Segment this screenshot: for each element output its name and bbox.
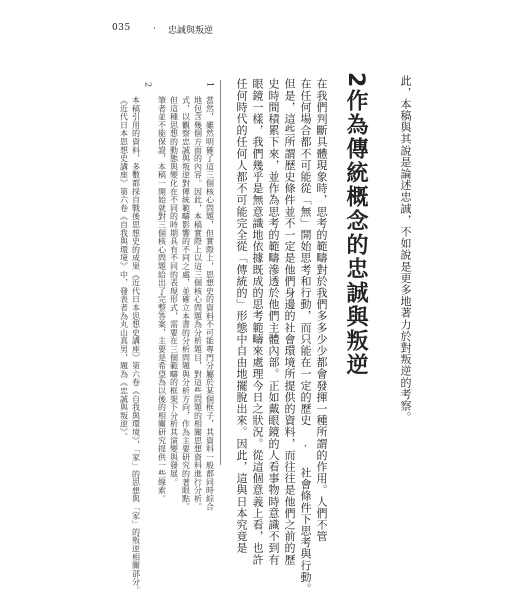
chapter-title (340, 72, 371, 377)
body-line-5: 史時間積累下來，並作為思考的範疇滲透於他們主體內部。正如戴眼鏡的人看事物時意識不到有 (267, 78, 280, 566)
footnote-2-line-1: 本稿引用的資料，多數都採自戰後思想史的成果《近代日本思想史講座》第六卷《自我與環境》，「家」的思想與「家」的叛逆相關部分。 (131, 96, 141, 594)
body-line-6: 眼鏡一樣，我們幾乎是無意識地依據既成的思考範疇來處理今日之狀況。從這個意義上看，也許 (251, 78, 264, 566)
header-separator-dot: · (153, 24, 156, 34)
footnote-divider (220, 80, 221, 465)
body-line-3: 在任何場合都不可能從「無」開始思考和行動，而只能在一定的歷史 · 社會條件下思考與行動。 (299, 78, 312, 594)
body-line-1: 此，本稿與其說是論述忠誠，不如說是更多地著力於對叛逆的考察。 (399, 75, 412, 423)
footnote-2-marker: 2 (143, 82, 153, 88)
footnote-1-line-3: 式，以觀察忠誠與叛逆對傳統範疇影響的不同之處，並確立本書的分析問題與分析方向，作為主要研究的著眼點。 (181, 96, 191, 511)
page-number: 035 (112, 23, 131, 33)
footnote-1-marker: 1 (205, 82, 215, 88)
footnote-1-line-4: 但這種思想的動態與變化在不同的時期具有不同的表現形式，需要在三個範疇的框架下分析其演變與發展。 (169, 96, 179, 487)
running-head: 忠誠與叛逆 (168, 26, 214, 36)
body-line-7: 任何時代的任何人都不可能完全從「傳統的」形態中自由地擺脫出來。因此，這與日本究竟是 (235, 78, 248, 554)
footnote-1-line-1: 當然，雖然明確了這三個核心問題，但實際上，思想史的資料不可能專門分屬於某個框子，其資料一般都同時綜合 (205, 96, 215, 511)
body-line-4: 但是，這些所謂歷史條件並不一定是他們身邊的社會環境所提供的資料，而往往是他們之前的歷 (283, 78, 296, 566)
body-line-2: 在我們判斷具體現象時，思考的範疇對於我們多多少少都會發揮一種所謂的作用。人們不管 (315, 78, 328, 542)
chapter-number: 2 (343, 72, 368, 90)
chapter-heading: 作為傳統概念的忠誠與叛逆 (343, 89, 368, 378)
footnote-1-line-5: 筆者並不能保證，本稿一開始就對三個核心問題給出了完整答案，主要是希望為以後的相關研究提供一些線索。 (157, 96, 167, 503)
footnote-2-line-2: 《近代日本思想史講座》第六卷《自我與環境》中，發表者為丸山真男，題為《忠誠與叛逆》。 (119, 96, 129, 441)
footnote-1-line-2: 地包含幾個方面的內容。因此，本稿實際上以這三個核心問題為分析題目，對這些問題的相關思想資料進行分析。 (193, 96, 203, 511)
